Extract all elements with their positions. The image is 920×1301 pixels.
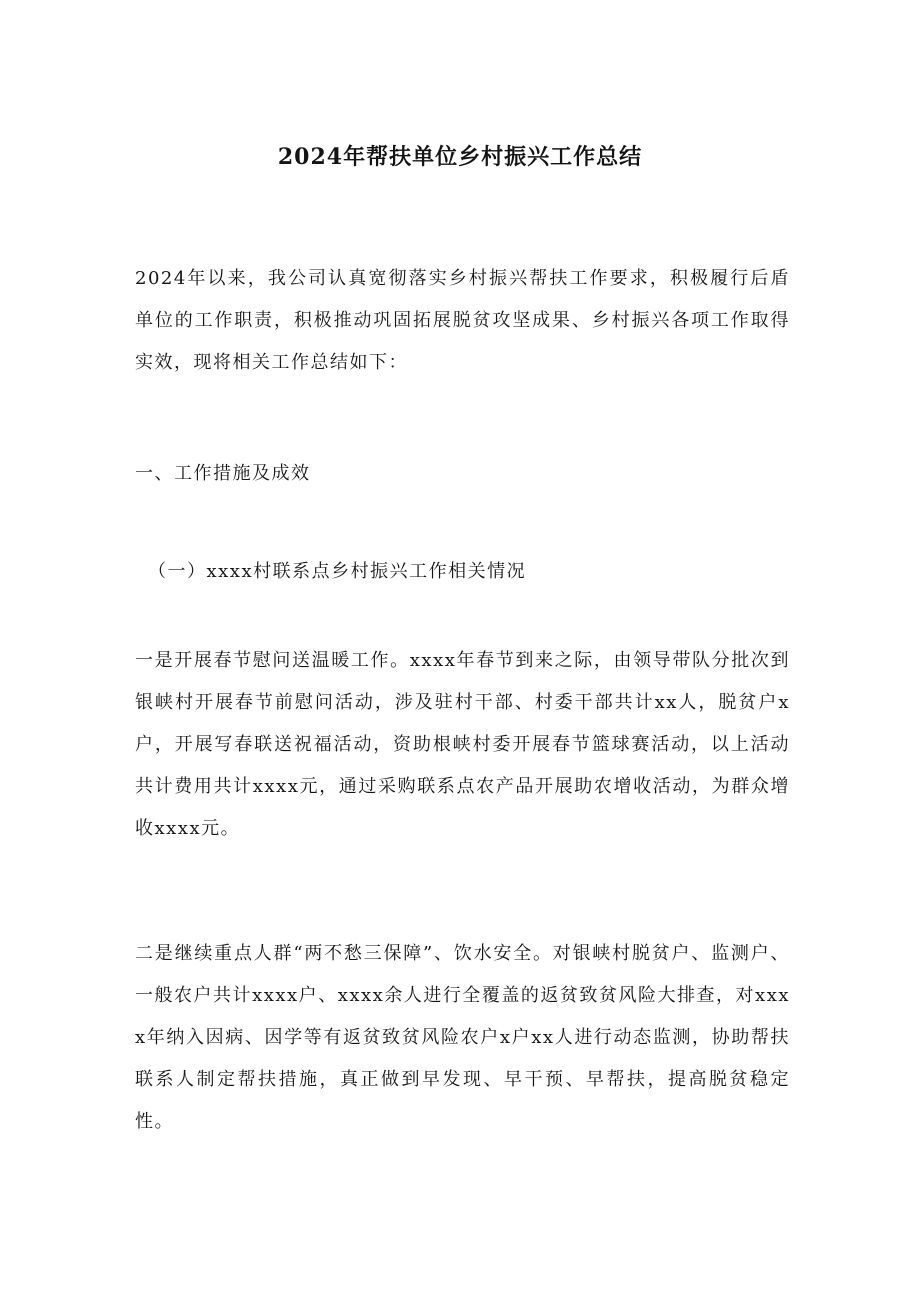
- document-title: 2024年帮扶单位乡村振兴工作总结: [277, 144, 643, 170]
- body-paragraph-2: 二是继续重点人群“两不愁三保障”、饮水安全。对银峡村脱贫户、监测户、一般农户共计xxxx户、xxxx余人进行全覆盖的返贫致贫风险大排查，对xxxx年纳入因病、因学等有返贫致贫风险农户x户xx人进行动态监测，协助帮扶联系人制定帮扶措施，真正做到早发现、早干预、早帮扶，提高脱贫稳定性。: [135, 943, 790, 1132]
- section-heading: 一、工作措施及成效: [135, 463, 311, 484]
- body-paragraph-1: 一是开展春节慰问送温暖工作。xxxx年春节到来之际，由领导带队分批次到银峡村开展春节前慰问活动，涉及驻村干部、村委干部共计xx人，脱贫户x户，开展写春联送祝福活动，资助根峡村委开展春节篮球赛活动，以上活动共计费用共计xxxx元，通过采购联系点农产品开展助农增收活动，为群众增收xxxx元。: [135, 650, 790, 839]
- intro-paragraph: 2024年以来，我公司认真宽彻落实乡村振兴帮扶工作要求，积极履行后盾单位的工作职责，积极推动巩固拓展脱贫攻坚成果、乡村振兴各项工作取得实效，现将相关工作总结如下：: [135, 268, 790, 373]
- subsection-heading: （一）xxxx村联系点乡村振兴工作相关情况: [148, 561, 527, 582]
